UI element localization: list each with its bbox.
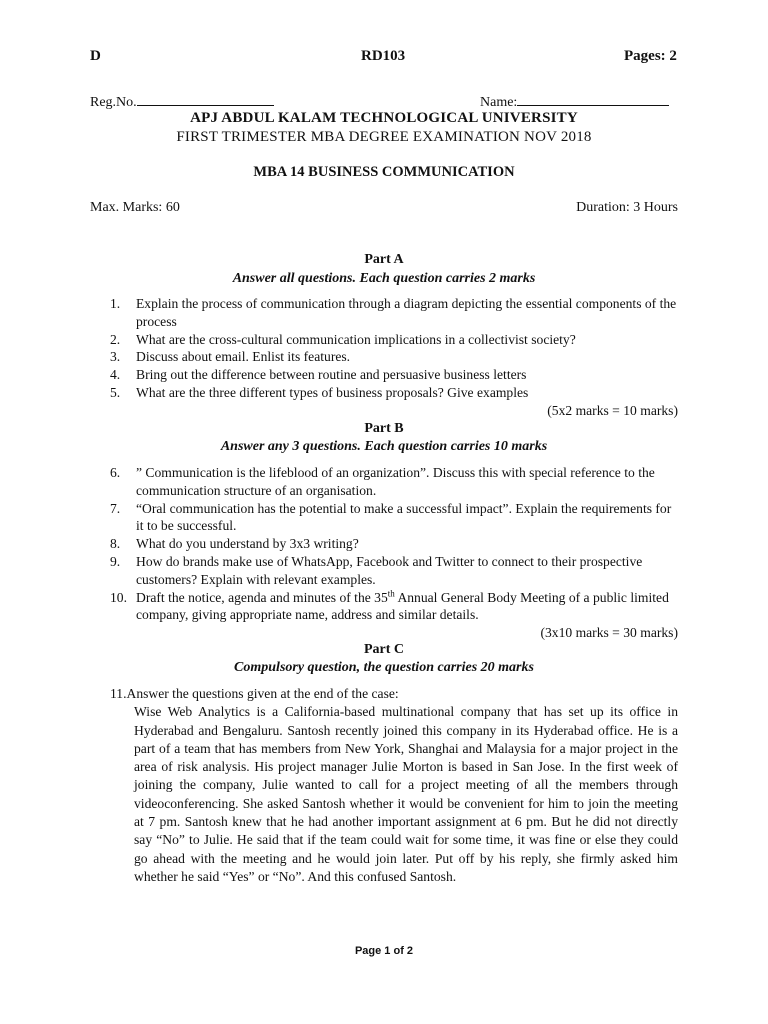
question-item: [110, 553, 678, 589]
name-blank: [517, 93, 669, 106]
question-text: What are the three different types of business proposals? Give examples: [136, 384, 529, 400]
question-number: 3.: [110, 349, 121, 365]
part-c-title: Part C: [363, 642, 405, 657]
question-number: 5.: [110, 384, 121, 400]
question-item: [110, 348, 678, 366]
question-number: 11.: [110, 686, 127, 701]
name-label: Name:: [480, 95, 518, 110]
question-text-end: Annual General Body Meeting of a public limited company, giving appropriate name, address and similar details.: [136, 589, 669, 623]
question-text: Explain the process of communication through a diagram depicting the essential components of the process: [136, 296, 677, 329]
question-number: 1.: [110, 296, 121, 311]
case-text: Wise Web Analytics is a California-based multinational company that has set up its office in Hyderabad and Bengaluru. Santosh recently joined this company in its Hyderabad office. He is a part of a team that has members from New York, Shanghai and Malaysia for a major project in the area of risk analysis. His project manager Julie Morton is based in San Jose. In the first week of joining the company, Julie wanted to call for a project meeting of all the members through videoconferencing. She asked Santosh whether it would be convenient for him to join the meeting at 7 pm. Santosh knew that he had another important assignment at 6 pm. But he did not directly say “No” to Julie. He said that if the team could wait for some time, it was fine or else they could go ahead with the meeting and he would join later. Put off by his reply, she firmly asked him whether he said “Yes” or “No”. And this confused Santosh.: [134, 704, 678, 884]
case-study: [110, 685, 678, 886]
question-text: ” Communication is the lifeblood of an organization”. Discuss this with special reference to the communication structure of an organisation.: [136, 465, 655, 498]
question-number: 9.: [110, 553, 121, 569]
question-text-start: Draft the notice, agenda and minutes of the 35: [136, 589, 388, 605]
part-b-questions: [110, 464, 678, 624]
case-question-header: [110, 685, 678, 703]
university-name: APJ ABDUL KALAM TECHNOLOGICAL UNIVERSITY: [190, 110, 578, 126]
question-item: [110, 500, 678, 536]
question-text: How do brands make use of WhatsApp, Facebook and Twitter to connect to their prospective customers? Explain with relevant examples.: [136, 553, 643, 587]
reg-no-field: [90, 93, 274, 111]
question-item: [110, 464, 678, 500]
part-b-title: Part B: [364, 421, 404, 436]
question-number: 4.: [110, 367, 121, 383]
reg-no-blank: [137, 93, 274, 106]
question-item: [110, 295, 678, 331]
question-text: What are the cross-cultural communication implications in a collectivist society?: [136, 331, 576, 347]
series-code: D: [90, 48, 101, 64]
part-c-instruction: Compulsory question, the question carries 20 marks: [234, 660, 534, 675]
paper-code: RD103: [361, 48, 406, 64]
question-item: [110, 331, 678, 349]
page-count: Pages: 2: [624, 48, 677, 64]
part-a-instruction: Answer all questions. Each question carries 2 marks: [232, 271, 536, 286]
question-number: 2.: [110, 331, 121, 347]
duration: Duration: 3 Hours: [576, 200, 678, 215]
reg-no-label: Reg.No.: [90, 95, 137, 110]
question-text: What do you understand by 3x3 writing?: [136, 536, 359, 552]
question-number: 6.: [110, 465, 121, 480]
part-b-marks: (3x10 marks = 30 marks): [540, 625, 678, 640]
question-text: “Oral communication has the potential to make a successful impact”. Explain the requirements for it to be successful.: [136, 500, 672, 534]
question-text: [136, 589, 678, 625]
max-marks: Max. Marks: 60: [90, 200, 180, 215]
name-field: [480, 93, 669, 111]
question-text: Bring out the difference between routine and persuasive business letters: [136, 367, 527, 383]
question-item: [110, 384, 678, 402]
part-a-marks: (5x2 marks = 10 marks): [547, 403, 678, 418]
question-number: 7.: [110, 500, 121, 516]
case-intro: Answer the questions given at the end of the case:: [126, 686, 399, 701]
part-a-title: Part A: [364, 252, 404, 267]
question-item: [110, 589, 678, 625]
part-a-questions: [110, 295, 678, 402]
question-item: [110, 535, 678, 553]
question-number: 8.: [110, 536, 121, 552]
question-number: 10.: [110, 589, 127, 605]
question-text: Discuss about email. Enlist its features.: [136, 349, 351, 365]
question-item: [110, 366, 678, 384]
ordinal-suffix: th: [387, 588, 395, 599]
course-title: MBA 14 BUSINESS COMMUNICATION: [253, 164, 515, 180]
part-b-instruction: Answer any 3 questions. Each question carries 10 marks: [220, 439, 548, 454]
page-number: Page 1 of 2: [354, 945, 414, 957]
exam-title: FIRST TRIMESTER MBA DEGREE EXAMINATION NOV 2018: [176, 129, 592, 145]
